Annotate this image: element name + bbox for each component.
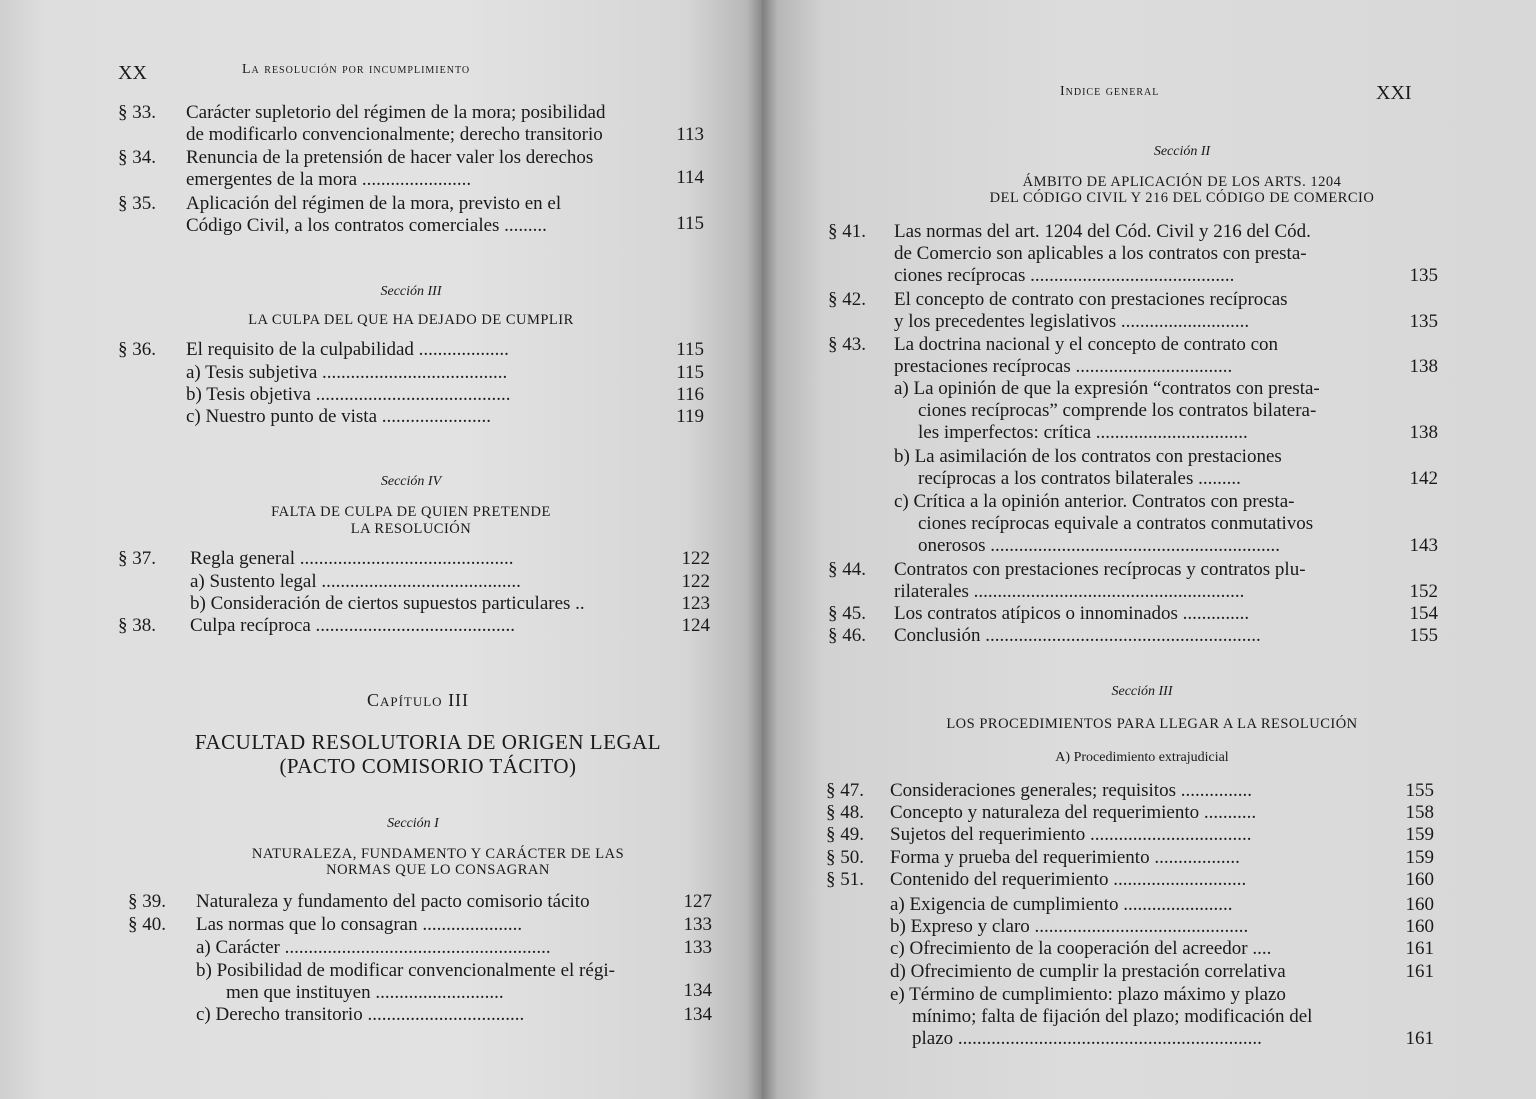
section-title: LA RESOLUCIÓN [350,521,472,537]
section-title: FALTA DE CULPA DE QUIEN PRETENDE [271,504,551,520]
section-number: § 51. [826,869,864,890]
section-number: § 46. [828,625,866,646]
page-ref: 133 [683,937,712,958]
entry-line: mínimo; falta de fijación del plazo; modificación del [912,1006,1313,1027]
page-ref: 115 [676,213,704,234]
entry-line: El requisito de la culpabilidad ................... [186,339,509,360]
section-label: Sección I [387,816,439,831]
section-title: NORMAS QUE LO CONSAGRAN [326,862,550,878]
entry-line: ciones recíprocas ........................................... [894,265,1235,286]
page-ref: 115 [676,339,704,360]
chapter-title: FACULTAD RESOLUTORIA DE ORIGEN LEGAL [194,730,662,754]
page-ref: 158 [1405,802,1434,823]
toc-entry [118,339,704,361]
toc-entry [128,891,712,913]
entry-line: Contenido del requerimiento ............................ [890,869,1247,890]
section-number: § 43. [828,334,866,355]
page-ref: 122 [681,571,710,592]
page-ref: 154 [1409,603,1438,624]
page-ref: 133 [683,914,712,935]
entry-line: b) Tesis objetiva ......................................... [186,384,511,405]
entry-line: c) Ofrecimiento de la cooperación del acreedor .... [890,938,1272,959]
entry-line: Regla general ............................................. [190,548,514,569]
subsection-label: A) Procedimiento extrajudicial [1055,750,1229,765]
toc-entry [826,916,1434,938]
toc-entry [118,615,710,637]
entry-line: La doctrina nacional y el concepto de contrato con [894,334,1279,355]
entry-line: Las normas del art. 1204 del Cód. Civil y 216 del Cód. [894,221,1311,242]
toc-entry [118,384,704,406]
toc-entry [826,869,1434,891]
section-number: § 48. [826,802,864,823]
toc-entry [118,102,704,146]
toc-entry [828,625,1438,647]
toc-entry [826,847,1434,869]
toc-entry [826,961,1434,983]
entry-line: Concepto y naturaleza del requerimiento ........... [890,802,1257,823]
page-ref: 152 [1409,581,1438,602]
entry-line: Aplicación del régimen de la mora, previsto en el [186,193,562,214]
toc-entry [118,193,704,237]
page-ref: 161 [1405,938,1434,959]
right-page [762,0,1536,1099]
page-ref: 160 [1405,916,1434,937]
toc-entry [828,334,1438,378]
page-number: XXI [1376,82,1412,104]
section-number: § 37. [118,548,156,569]
entry-line: emergentes de la mora ....................... [186,169,472,190]
entry-line: Conclusión .......................................................... [894,625,1261,646]
section-label: Sección III [1111,684,1173,699]
entry-line: rilaterales ......................................................... [894,581,1245,602]
section-title: NATURALEZA, FUNDAMENTO Y CARÁCTER DE LAS [251,846,625,862]
entry-line: c) Nuestro punto de vista ....................... [186,406,492,427]
entry-line: El concepto de contrato con prestaciones recíprocas [894,289,1288,310]
entry-line: Contratos con prestaciones recíprocas y contratos plu- [894,559,1306,580]
page-ref: 161 [1405,961,1434,982]
entry-line: b) Posibilidad de modificar convencionalmente el régi- [196,960,615,981]
toc-entry [828,491,1438,557]
section-number: § 33. [118,102,156,123]
entry-line: a) Tesis subjetiva ....................................... [186,362,508,383]
toc-entry [828,559,1438,603]
entry-line: d) Ofrecimiento de cumplir la prestación correlativa [890,961,1286,982]
page-ref: 155 [1405,780,1434,801]
toc-entry [118,548,710,570]
entry-line: Naturaleza y fundamento del pacto comisorio tácito [196,891,590,912]
entry-line: ciones recíprocas” comprende los contratos bilatera- [918,400,1317,421]
page-ref: 143 [1409,535,1438,556]
entry-line: Forma y prueba del requerimiento .................. [890,847,1240,868]
entry-line: b) Expreso y claro ............................................. [890,916,1249,937]
toc-entry [128,1004,712,1026]
section-number: § 41. [828,221,866,242]
page-ref: 161 [1405,1028,1434,1049]
toc-entry [826,938,1434,960]
page-ref: 142 [1409,468,1438,489]
toc-entry [826,894,1434,916]
toc-entry [828,446,1438,490]
entry-line: a) Carácter ........................................................ [196,937,551,958]
entry-line: Carácter supletorio del régimen de la mora; posibilidad [186,102,606,123]
section-number: § 49. [826,824,864,845]
entry-line: de modificarlo convencionalmente; derecho transitorio [186,124,603,145]
section-number: § 45. [828,603,866,624]
entry-line: Código Civil, a los contratos comerciales ......... [186,215,547,236]
entry-line: c) Derecho transitorio ................................. [196,1004,525,1025]
page-ref: 160 [1405,869,1434,890]
entry-line: onerosos ............................................................. [918,535,1281,556]
toc-entry [826,802,1434,824]
entry-line: les imperfectos: crítica ................................ [918,422,1248,443]
page-ref: 122 [681,548,710,569]
toc-entry [826,780,1434,802]
page-number: XX [118,62,147,84]
toc-entry [118,147,704,191]
toc-entry [828,221,1438,287]
page-ref: 134 [683,980,712,1001]
entry-line: ciones recíprocas equivale a contratos conmutativos [918,513,1314,534]
entry-line: y los precedentes legislativos ........................... [894,311,1250,332]
toc-entry [128,914,712,936]
section-number: § 34. [118,147,156,168]
entry-line: c) Crítica a la opinión anterior. Contratos con presta- [894,491,1295,512]
section-label: Sección II [1153,144,1211,159]
page-ref: 138 [1409,356,1438,377]
page-ref: 159 [1405,824,1434,845]
toc-entry [828,378,1438,444]
entry-line: Sujetos del requerimiento .................................. [890,824,1252,845]
entry-line: plazo ................................................................ [912,1028,1262,1049]
section-number: § 38. [118,615,156,636]
running-title: La resolución por incumplimiento [242,62,471,77]
entry-line: a) Sustento legal .......................................... [190,571,521,592]
page-ref: 135 [1409,311,1438,332]
section-title: LOS PROCEDIMIENTOS PARA LLEGAR A LA RESOLUCIÓN [946,716,1358,732]
entry-line: Los contratos atípicos o innominados .............. [894,603,1250,624]
entry-line: de Comercio son aplicables a los contratos con presta- [894,243,1307,264]
chapter-label: Capítulo III [366,690,470,710]
entry-line: Renuncia de la pretensión de hacer valer los derechos [186,147,594,168]
entry-line: Las normas que lo consagran ..................... [196,914,523,935]
page-ref: 124 [681,615,710,636]
toc-entry [128,960,712,1004]
section-title: DEL CÓDIGO CIVIL Y 216 DEL CÓDIGO DE COMERCIO [989,190,1375,206]
running-title: Indice general [1060,84,1160,99]
page-ref: 113 [676,124,704,145]
entry-line: prestaciones recíprocas ................................. [894,356,1233,377]
entry-line: e) Término de cumplimiento: plazo máximo y plazo [890,984,1286,1005]
section-number: § 42. [828,289,866,310]
left-page [0,0,762,1099]
section-title: LA CULPA DEL QUE HA DEJADO DE CUMPLIR [248,312,574,328]
page-ref: 123 [681,593,710,614]
page-ref: 114 [676,167,704,188]
section-label: Sección IV [380,474,442,489]
toc-entry [118,406,704,428]
entry-line: men que instituyen ........................... [226,982,504,1003]
page-ref: 155 [1409,625,1438,646]
toc-entry [118,362,704,384]
section-number: § 35. [118,193,156,214]
page-ref: 138 [1409,422,1438,443]
entry-line: Consideraciones generales; requisitos ............... [890,780,1252,801]
page-ref: 135 [1409,265,1438,286]
chapter-title: (PACTO COMISORIO TÁCITO) [279,754,577,778]
section-number: § 36. [118,339,156,360]
section-label: Sección III [380,284,442,299]
toc-entry [828,603,1438,625]
section-title: ÁMBITO DE APLICACIÓN DE LOS ARTS. 1204 [1022,174,1342,190]
toc-entry [118,571,710,593]
page-ref: 160 [1405,894,1434,915]
page-ref: 127 [683,891,712,912]
entry-line: b) La asimilación de los contratos con prestaciones [894,446,1282,467]
page-ref: 159 [1405,847,1434,868]
section-number: § 44. [828,559,866,580]
toc-entry [118,593,710,615]
toc-entry [128,937,712,959]
entry-line: a) Exigencia de cumplimiento ....................... [890,894,1233,915]
toc-entry [828,289,1438,333]
page-ref: 134 [683,1004,712,1025]
section-number: § 40. [128,914,166,935]
entry-line: recíprocas a los contratos bilaterales ......... [918,468,1241,489]
toc-entry [826,824,1434,846]
entry-line: b) Consideración de ciertos supuestos particulares .. [190,593,585,614]
page-ref: 116 [676,384,704,405]
section-number: § 50. [826,847,864,868]
entry-line: a) La opinión de que la expresión “contratos con presta- [894,378,1320,399]
page-ref: 115 [676,362,704,383]
section-number: § 39. [128,891,166,912]
toc-entry [826,984,1434,1050]
entry-line: Culpa recíproca .......................................... [190,615,516,636]
section-number: § 47. [826,780,864,801]
page-ref: 119 [676,406,704,427]
